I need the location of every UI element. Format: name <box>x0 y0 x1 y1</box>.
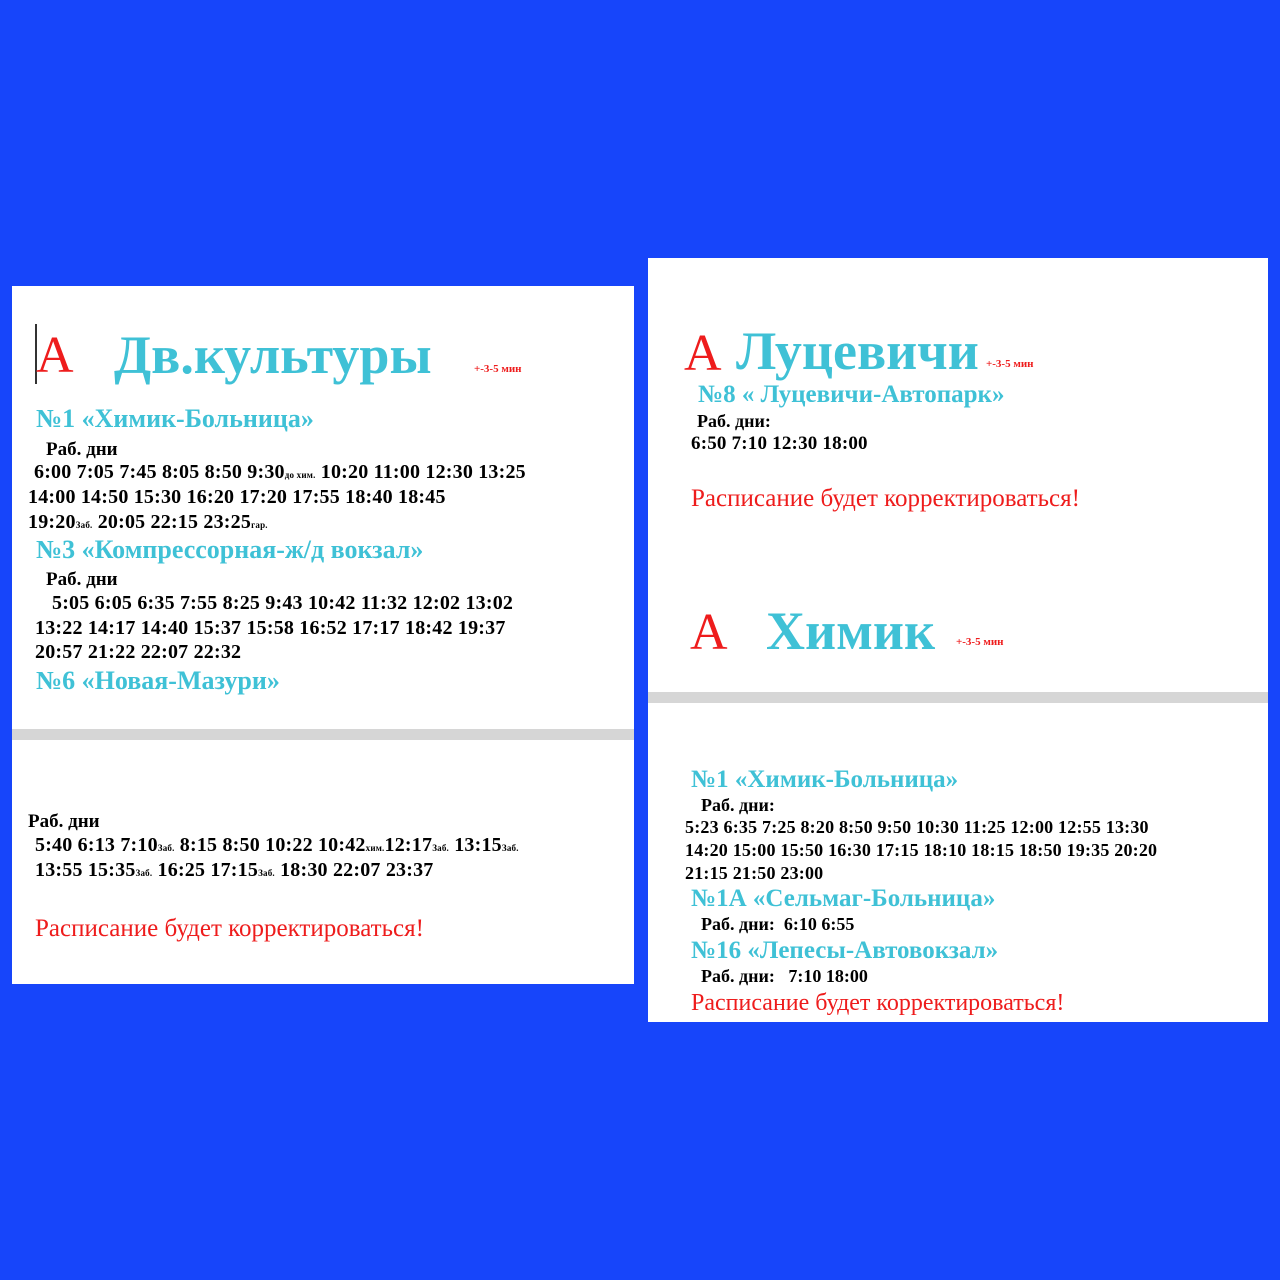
tolerance-note: +-3-5 мин <box>956 636 1004 648</box>
times-row: 13:55 15:35Заб. 16:25 17:15Заб. 18:30 22:07 23:37 <box>35 859 434 881</box>
days-label: Раб. дни: 6:10 6:55 <box>701 914 855 934</box>
stop-name: Дв.культуры <box>114 325 432 385</box>
stop-name: Химик <box>766 601 936 661</box>
route-title: №16 «Лепесы-Автовокзал» <box>691 937 999 964</box>
days-label: Раб. дни <box>46 569 118 590</box>
route-title: №1 «Химик-Больница» <box>36 404 314 433</box>
times-row: 21:15 21:50 23:00 <box>685 863 824 883</box>
page-separator <box>648 692 1268 703</box>
times-row: 5:05 6:05 6:35 7:55 8:25 9:43 10:42 11:32 12:02 13:02 <box>52 592 514 614</box>
days-label: Раб. дни: <box>701 795 775 815</box>
route-title: №8 « Луцевичи-Автопарк» <box>698 381 1005 408</box>
left-top-sheet <box>12 286 634 729</box>
warning-text: Расписание будет корректироваться! <box>35 915 424 942</box>
stop-letter: А <box>690 604 728 661</box>
times-row: 14:00 14:50 15:30 16:20 17:20 17:55 18:40 18:45 <box>28 486 446 508</box>
times-row: 14:20 15:00 15:50 16:30 17:15 18:10 18:15 18:50 19:35 20:20 <box>685 840 1158 860</box>
times-row: 6:00 7:05 7:45 8:05 8:50 9:30до хим. 10:20 11:00 12:30 13:25 <box>34 461 526 483</box>
tolerance-note: +-3-5 мин <box>474 363 522 375</box>
right-top-sheet <box>648 258 1268 692</box>
times-row: 6:50 7:10 12:30 18:00 <box>691 433 868 454</box>
warning-text: Расписание будет корректироваться! <box>691 485 1080 512</box>
route-title: №1 «Химик-Больница» <box>691 766 959 793</box>
route-title: №3 «Компрессорная-ж/д вокзал» <box>36 535 424 564</box>
days-label: Раб. дни <box>28 811 100 832</box>
page-separator <box>12 729 634 740</box>
times-row: 19:20Заб. 20:05 22:15 23:25гар. <box>28 511 268 533</box>
days-label: Раб. дни: 7:10 18:00 <box>701 966 868 986</box>
right-bottom-sheet <box>648 703 1268 1022</box>
left-bottom-sheet <box>12 740 634 984</box>
times-row: 13:22 14:17 14:40 15:37 15:58 16:52 17:17 18:42 19:37 <box>35 617 506 639</box>
days-label: Раб. дни: <box>697 411 771 431</box>
route-title: №1А «Сельмаг-Больница» <box>691 885 996 912</box>
times-row: 5:23 6:35 7:25 8:20 8:50 9:50 10:30 11:25 12:00 12:55 13:30 <box>685 817 1149 837</box>
stop-letter: А <box>36 327 74 384</box>
stop-name: Луцевичи <box>736 321 979 381</box>
route-title: №6 «Новая-Мазури» <box>36 666 280 695</box>
times-row: 5:40 6:13 7:10Заб. 8:15 8:50 10:22 10:42хим.12:17Заб. 13:15Заб. <box>35 834 519 856</box>
stop-letter: А <box>684 325 722 382</box>
warning-text: Расписание будет корректироваться! <box>691 990 1065 1016</box>
times-row: 20:57 21:22 22:07 22:32 <box>35 641 242 663</box>
tolerance-note: +-3-5 мин <box>986 358 1034 370</box>
days-label: Раб. дни <box>46 439 118 460</box>
